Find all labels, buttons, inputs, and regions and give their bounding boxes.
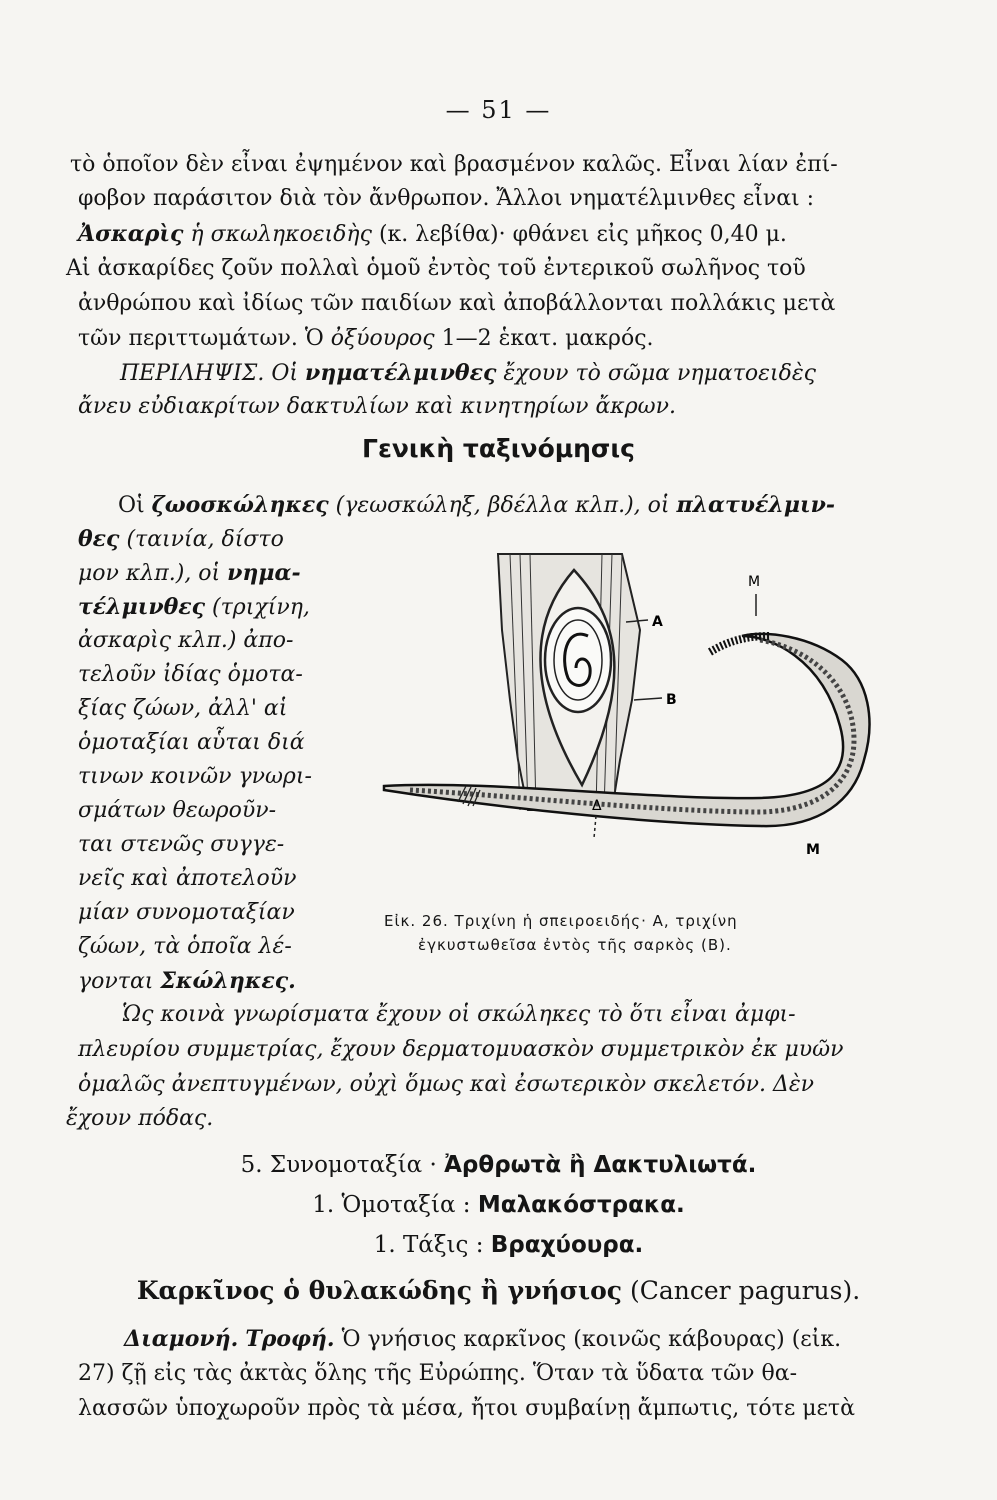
text-line: [118, 492, 835, 518]
species-latin: (Cancer pagurus).: [629, 1276, 861, 1305]
term-flatworms: πλατυέλμιν-: [676, 492, 835, 518]
text-line: σμάτων θεωροῦν-: [78, 798, 276, 823]
text-line: ται στενῶς συγγε-: [78, 832, 285, 857]
label-m-top: M: [748, 574, 761, 590]
class-name: Μαλακόστρακα.: [477, 1192, 685, 1218]
text-span: γονται: [78, 969, 161, 994]
summary-line: ἄνευ εὐδιακρίτων δακτυλίων καὶ κινητηρίων ἄκρων.: [78, 394, 676, 419]
order-heading: [10, 1232, 997, 1258]
text-line: τὸ ὁποῖον δὲν εἶναι ἐψημένον καὶ βρασμένον καλῶς. Εἶναι λίαν ἐπί-: [70, 152, 838, 177]
species-heading: [0, 1276, 997, 1305]
text-line: ἀνθρώπου καὶ ἰδίως τῶν παιδίων καὶ ἀποβάλλονται πολλάκις μετὰ: [78, 291, 836, 316]
figure-caption: ἐγκυστωθεῖσα ἐντὸς τῆς σαρκὸς (Β).: [418, 936, 732, 954]
text-span: 1. Τάξις :: [373, 1232, 484, 1258]
text-line: φοβον παράσιτον διὰ τὸν ἄνθρωπον. Ἄλλοι νηματέλμινθες εἶναι :: [78, 186, 815, 211]
class-heading: [0, 1192, 997, 1218]
trichina-figure: [370, 540, 930, 860]
text-line: ὁμοταξίαι αὗται διά: [78, 730, 305, 755]
text-line: νεῖς καὶ ἀποτελοῦν: [78, 866, 297, 891]
term-ascaris: Ἀσκαρὶς: [78, 221, 184, 247]
text-line: Αἱ ἀσκαρίδες ζοῦν πολλαὶ ὁμοῦ ἐντὸς τοῦ ἐντερικοῦ σωλῆνος τοῦ: [66, 256, 806, 281]
text-line: μίαν συνομοταξίαν: [78, 900, 295, 925]
term-ascaris-species: ἡ σκωληκοειδὴς: [190, 222, 372, 247]
text-line: Ὡς κοινὰ γνωρίσματα ἔχουν οἱ σκώληκες τὸ ὅτι εἶναι ἀμφι-: [122, 1002, 796, 1027]
text-line: [78, 560, 301, 586]
bold-span: τέλμινθες: [78, 594, 206, 620]
term-worms: Σκώληκες.: [160, 968, 296, 994]
text-line: ὁμαλῶς ἀνεπτυγμένων, οὐχὶ ὅμως καὶ ἐσωτερικὸν σκελετόν. Δὲν: [78, 1072, 815, 1097]
text-span: (γεωσκώληξ, βδέλλα κλπ.), οἱ: [335, 493, 670, 518]
lead-food: Τροφή.: [245, 1326, 335, 1352]
lead-habitat: Διαμονή.: [124, 1326, 239, 1352]
order-name: Βραχύουρα.: [490, 1232, 644, 1258]
text-line: λασσῶν ὑποχωροῦν πρὸς τὰ μέσα, ἤτοι συμβαίνῃ ἄμπωτις, τότε μετὰ: [78, 1396, 855, 1421]
text-span: 5. Συνομοταξία ·: [240, 1152, 437, 1178]
text-line: ἀσκαρὶς κλπ.) ἀπο-: [78, 628, 294, 653]
text-span: Ὁ: [304, 326, 324, 351]
text-span: Οἱ: [271, 361, 299, 386]
summary-label: ΠΕΡΙΛΗΨΙΣ.: [120, 361, 265, 386]
text-line: [78, 594, 310, 620]
text-span: (κ. λεβίθα)· φθάνει εἰς μῆκος 0,40 μ.: [378, 222, 787, 247]
text-span: Οἱ: [118, 493, 145, 518]
text-line: [78, 326, 654, 351]
text-line: [78, 221, 787, 247]
text-line: ξίας ζώων, ἀλλ' αἱ: [78, 696, 288, 721]
figure-illustration: [370, 540, 930, 860]
text-span: 1. Ὁμοταξία :: [312, 1192, 471, 1218]
text-line: τελοῦν ἰδίας ὁμοτα-: [78, 662, 303, 687]
text-line: πλευρίου συμμετρίας, ἔχουν δερματομυασκὸν συμμετρικὸν ἐκ μυῶν: [78, 1037, 844, 1062]
term-annelids: ζωοσκώληκες: [151, 492, 329, 518]
text-line: ἔχουν πόδας.: [66, 1106, 214, 1131]
text-span: ἔχουν τὸ σῶμα νηματοειδὲς: [503, 361, 816, 386]
text-line: τινων κοινῶν γνωρι-: [78, 764, 312, 789]
cyst-drawing: [498, 554, 640, 810]
text-span: (τριχίνη,: [205, 595, 310, 620]
label-delta: Δ: [592, 798, 602, 814]
page-number: — 51 —: [445, 96, 552, 124]
text-span: Ὁ γνήσιος καρκῖνος (κοινῶς κάβουρας) (εἰκ.: [341, 1327, 842, 1352]
text-line: [78, 526, 284, 552]
text-line: [78, 968, 296, 994]
phylum-heading: [0, 1152, 997, 1178]
summary-line: [120, 360, 816, 386]
label-b: B: [666, 692, 677, 708]
term-oxyuros: ὀξύουρος: [330, 326, 435, 351]
species-name: Καρκῖνος ὁ θυλακώδης ἢ γνήσιος: [136, 1276, 623, 1305]
bold-span: θες: [78, 526, 120, 552]
text-span: 1—2 ἑκατ. μακρός.: [441, 326, 654, 351]
text-span: τῶν περιττωμάτων.: [78, 326, 298, 351]
label-m-bottom: M: [806, 842, 820, 858]
text-span: μον κλπ.), οἱ: [78, 561, 228, 586]
section-title: Γενικὴ ταξινόμησις: [362, 434, 635, 463]
text-span: (ταινία, δίστο: [119, 527, 284, 552]
figure-caption: Εἰκ. 26. Τριχίνη ἡ σπειροειδής· Α, τριχίνη: [384, 912, 738, 930]
phylum-name: Ἀρθρωτὰ ἢ Δακτυλιωτά.: [444, 1152, 757, 1178]
text-line: ζώων, τὰ ὁποῖα λέ-: [78, 934, 292, 959]
bold-span: νημα-: [227, 560, 301, 586]
text-line: [124, 1326, 841, 1352]
text-line: 27) ζῇ εἰς τὰς ἀκτὰς ὅλης τῆς Εὐρώπης. Ὅταν τὰ ὕδατα τῶν θα-: [78, 1361, 798, 1386]
label-a: A: [652, 614, 663, 630]
term-nematodes: νηματέλμινθες: [305, 360, 497, 386]
